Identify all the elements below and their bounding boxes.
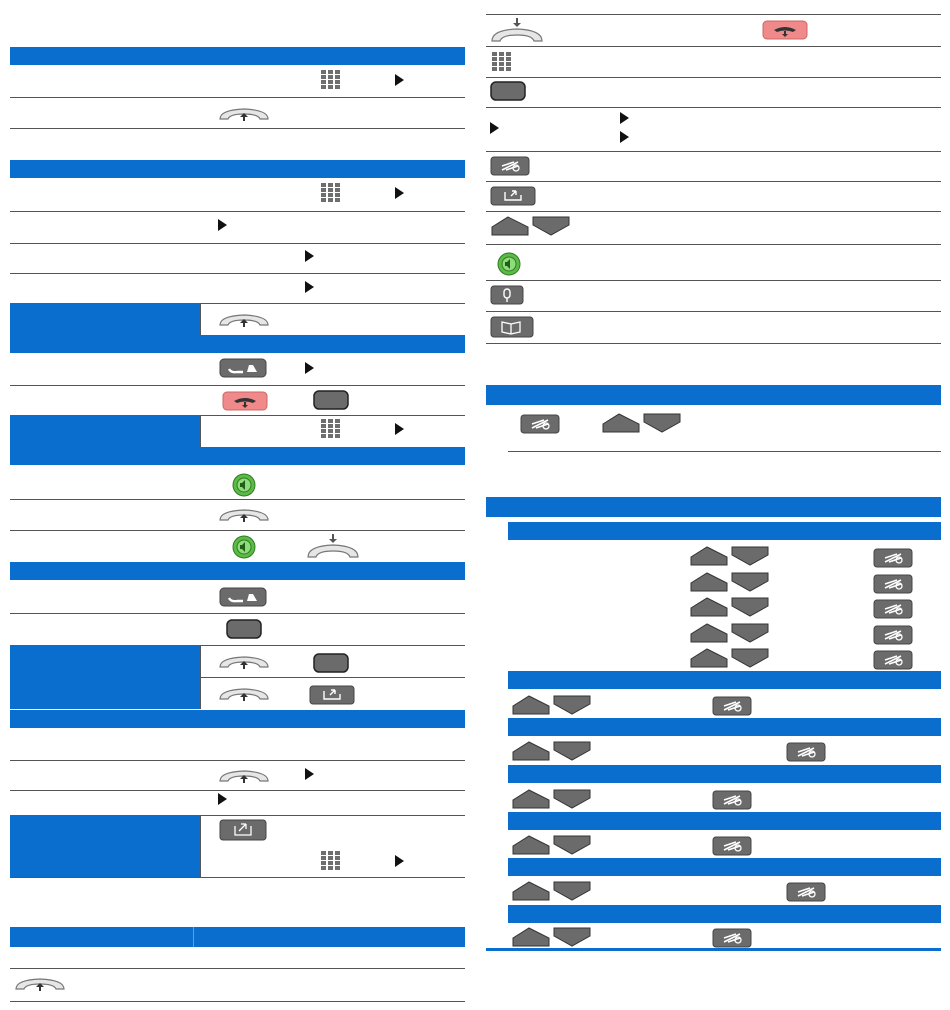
row-divider bbox=[10, 968, 465, 969]
handset-up-icon[interactable] bbox=[14, 974, 66, 992]
volume-up-down-icon[interactable] bbox=[602, 412, 682, 434]
feature-button-icon[interactable] bbox=[712, 696, 752, 716]
mute-icon[interactable] bbox=[490, 285, 524, 305]
volume-up-down-icon[interactable] bbox=[690, 596, 770, 618]
keypad-icon[interactable] bbox=[321, 851, 341, 871]
row-divider bbox=[486, 244, 941, 245]
speaker-icon[interactable] bbox=[232, 535, 256, 559]
row-divider bbox=[10, 211, 465, 212]
column-divider bbox=[200, 847, 201, 877]
section-header-bar bbox=[10, 447, 465, 465]
column-divider bbox=[200, 303, 201, 335]
play-arrow-icon bbox=[395, 855, 404, 867]
volume-up-down-icon[interactable] bbox=[512, 880, 592, 902]
handset-up-icon[interactable] bbox=[218, 104, 270, 122]
handset-up-icon[interactable] bbox=[218, 310, 270, 328]
blank-button-icon[interactable] bbox=[313, 390, 349, 410]
volume-up-down-icon[interactable] bbox=[690, 647, 770, 669]
section-header-bar bbox=[508, 671, 941, 689]
section-header-bar bbox=[10, 710, 465, 728]
volume-up-down-icon[interactable] bbox=[690, 622, 770, 644]
column-divider bbox=[200, 677, 201, 709]
row-divider bbox=[486, 280, 941, 281]
handset-up-icon[interactable] bbox=[218, 766, 270, 784]
end-call-icon[interactable] bbox=[762, 20, 808, 40]
play-arrow-icon bbox=[305, 250, 314, 262]
volume-up-down-icon[interactable] bbox=[690, 545, 770, 567]
row-divider bbox=[486, 77, 941, 78]
play-arrow-icon bbox=[395, 187, 404, 199]
volume-up-down-icon[interactable] bbox=[512, 694, 592, 716]
redial-icon[interactable] bbox=[309, 685, 355, 705]
speaker-icon[interactable] bbox=[232, 473, 256, 497]
transfer-icon[interactable] bbox=[219, 819, 267, 841]
keypad-icon[interactable] bbox=[321, 70, 341, 90]
row-divider bbox=[10, 760, 465, 761]
feature-button-icon[interactable] bbox=[786, 742, 826, 762]
section-header-bar bbox=[10, 645, 200, 677]
handset-down-icon[interactable] bbox=[305, 533, 361, 559]
feature-button-icon[interactable] bbox=[712, 928, 752, 948]
section-header-bar bbox=[10, 677, 200, 709]
feature-button-icon[interactable] bbox=[712, 836, 752, 856]
row-divider bbox=[10, 128, 465, 129]
handset-up-icon[interactable] bbox=[218, 652, 270, 670]
section-end-bar bbox=[486, 948, 941, 951]
column-divider bbox=[193, 927, 194, 947]
speaker-icon[interactable] bbox=[497, 252, 521, 276]
row-divider bbox=[486, 311, 941, 312]
row-divider bbox=[10, 1001, 465, 1002]
section-header-bar bbox=[10, 815, 200, 847]
section-header-bar bbox=[10, 847, 200, 877]
row-divider bbox=[486, 181, 941, 182]
row-divider bbox=[10, 499, 465, 500]
play-arrow-icon bbox=[305, 362, 314, 374]
section-header-bar bbox=[10, 335, 465, 353]
volume-up-down-icon[interactable] bbox=[512, 788, 592, 810]
section-header-bar bbox=[10, 160, 465, 178]
volume-up-down-icon[interactable] bbox=[512, 740, 592, 762]
play-arrow-icon bbox=[305, 768, 314, 780]
handset-up-icon[interactable] bbox=[218, 505, 270, 523]
column-divider bbox=[200, 645, 201, 677]
feature-button-icon[interactable] bbox=[873, 650, 913, 670]
play-arrow-icon bbox=[218, 219, 227, 231]
row-divider bbox=[486, 151, 941, 152]
section-header-bar bbox=[10, 927, 465, 947]
feature-button-icon[interactable] bbox=[712, 790, 752, 810]
section-underline bbox=[486, 343, 586, 344]
row-divider bbox=[10, 97, 465, 98]
feature-button-icon[interactable] bbox=[873, 548, 913, 568]
blank-button-icon[interactable] bbox=[313, 653, 349, 673]
keypad-icon[interactable] bbox=[321, 419, 341, 439]
redial-icon[interactable] bbox=[490, 186, 536, 206]
volume-up-down-icon[interactable] bbox=[512, 926, 592, 948]
row-divider bbox=[486, 46, 941, 47]
section-header-bar bbox=[10, 562, 465, 580]
keypad-icon[interactable] bbox=[492, 52, 512, 72]
feature-button-icon[interactable] bbox=[873, 574, 913, 594]
section-header-bar bbox=[508, 522, 941, 540]
section-header-bar bbox=[10, 303, 200, 335]
section-header-bar bbox=[486, 497, 941, 517]
blank-button-icon[interactable] bbox=[226, 619, 262, 639]
row-divider bbox=[10, 243, 465, 244]
section-header-bar bbox=[486, 385, 941, 405]
play-arrow-icon bbox=[305, 281, 314, 293]
handset-up-icon[interactable] bbox=[218, 684, 270, 702]
row-divider bbox=[10, 613, 465, 614]
column-divider bbox=[200, 415, 201, 447]
section-header-bar bbox=[508, 812, 941, 830]
play-arrow-icon bbox=[490, 122, 499, 134]
section-header-bar bbox=[508, 765, 941, 783]
blank-button-icon[interactable] bbox=[490, 81, 526, 101]
volume-up-down-icon[interactable] bbox=[690, 571, 770, 593]
row-divider bbox=[486, 107, 941, 108]
hold-button-icon[interactable] bbox=[219, 358, 267, 378]
section-header-bar bbox=[508, 858, 941, 876]
play-arrow-icon bbox=[620, 131, 629, 143]
feature-button-icon[interactable] bbox=[873, 599, 913, 619]
feature-button-icon[interactable] bbox=[490, 156, 530, 176]
keypad-icon[interactable] bbox=[321, 183, 341, 203]
row-divider bbox=[10, 790, 465, 791]
feature-button-icon[interactable] bbox=[873, 625, 913, 645]
volume-up-down-icon[interactable] bbox=[491, 215, 571, 237]
row-divider bbox=[10, 877, 465, 878]
volume-up-down-icon[interactable] bbox=[512, 834, 592, 856]
play-arrow-icon bbox=[395, 423, 404, 435]
section-header-bar bbox=[10, 47, 465, 65]
column-divider bbox=[200, 815, 201, 847]
directory-icon[interactable] bbox=[490, 316, 534, 338]
row-divider bbox=[486, 211, 941, 212]
row-divider bbox=[508, 451, 941, 452]
hold-button-icon[interactable] bbox=[219, 587, 267, 607]
section-header-bar bbox=[10, 415, 200, 447]
play-arrow-icon bbox=[620, 112, 629, 124]
handset-down-icon[interactable] bbox=[489, 17, 545, 43]
feature-button-icon[interactable] bbox=[520, 414, 560, 434]
feature-button-icon[interactable] bbox=[786, 882, 826, 902]
end-call-icon[interactable] bbox=[222, 391, 268, 411]
row-divider bbox=[10, 273, 465, 274]
section-header-bar bbox=[508, 718, 941, 736]
row-divider bbox=[10, 530, 465, 531]
row-divider bbox=[486, 14, 941, 15]
section-header-bar bbox=[508, 905, 941, 923]
row-divider bbox=[10, 385, 465, 386]
play-arrow-icon bbox=[218, 793, 227, 805]
play-arrow-icon bbox=[395, 74, 404, 86]
